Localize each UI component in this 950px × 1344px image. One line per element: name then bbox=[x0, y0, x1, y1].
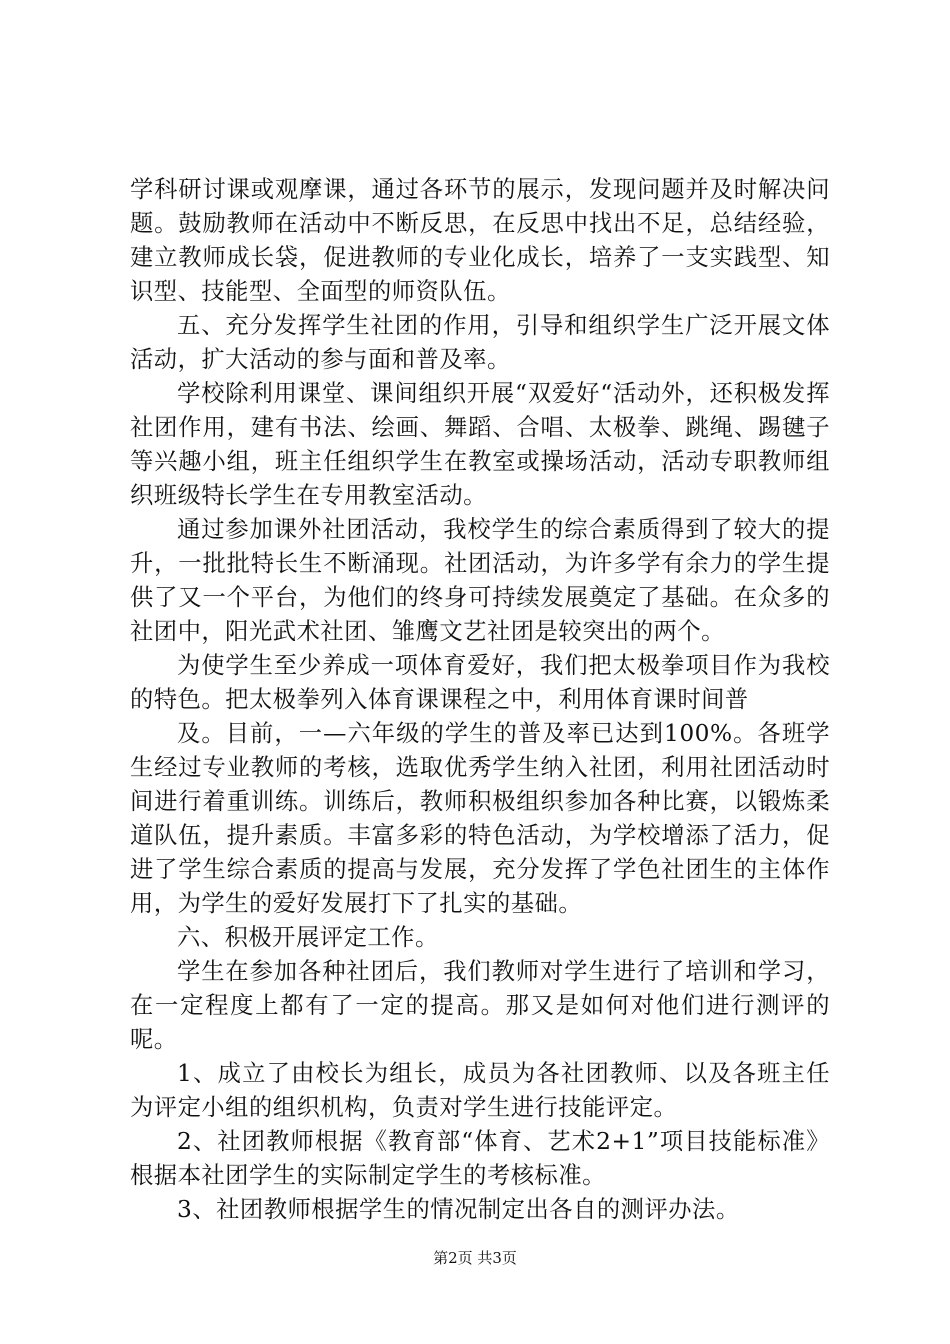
paragraph-8: 学生在参加各种社团后，我们教师对学生进行了培训和学习，在一定程度上都有了一定的提高。那又是如何对他们进行测评的呢。 bbox=[130, 958, 830, 1053]
paragraph-4: 通过参加课外社团活动，我校学生的综合素质得到了较大的提升，一批批特长生不断涌现。社团活动，为许多学有余力的学生提供了又一个平台，为他们的终身可持续发展奠定了基础。在众多的社团中，阳光武术社团、雏鹰文艺社团是较突出的两个。 bbox=[130, 516, 830, 645]
paragraph-7-heading-six: 六、积极开展评定工作。 bbox=[177, 924, 439, 951]
page-number-label: 第2页 共3页 bbox=[433, 1249, 517, 1267]
paragraph-1: 学科研讨课或观摩课，通过各环节的展示，发现问题并及时解决问题。鼓励教师在活动中不断反思，在反思中找出不足，总结经验，建立教师成长袋，促进教师的专业化成长，培养了一支实践型、知识型、技能型、全面型的师资队伍。 bbox=[130, 176, 830, 305]
document-body bbox=[130, 173, 830, 1227]
paragraph-2-heading-five: 五、充分发挥学生社团的作用，引导和组织学生广泛开展文体活动，扩大活动的参与面和普及率。 bbox=[130, 312, 830, 373]
paragraph-6: 及。目前，一—六年级的学生的普及率已达到100%。各班学生经过专业教师的考核，选取优秀学生纳入社团，利用社团活动时间进行着重训练。训练后，教师积极组织参加各种比赛，以锻炼柔道队伍，提升素质。丰富多彩的特色活动，为学校增添了活力，促进了学生综合素质的提高与发展，充分发挥了学色社团生的主体作用，为学生的爱好发展打下了扎实的基础。 bbox=[130, 720, 830, 917]
page-footer bbox=[0, 1248, 950, 1268]
paragraph-11-item-3: 3、社团教师根据学生的情况制定出各自的测评办法。 bbox=[177, 1196, 740, 1223]
paragraph-9-item-1: 1、成立了由校长为组长，成员为各社团教师、以及各班主任为评定小组的组织机构，负责对学生进行技能评定。 bbox=[130, 1060, 830, 1121]
paragraph-3: 学校除利用课堂、课间组织开展“双爱好“活动外，还积极发挥社团作用，建有书法、绘画、舞蹈、合唱、太极拳、跳绳、踢毽子等兴趣小组，班主任组织学生在教室或操场活动，活动专职教师组织班级特长学生在专用教室活动。 bbox=[130, 380, 830, 509]
paragraph-10-item-2: 2、社团教师根据《教育部“体育、艺术2+1”项目技能标准》根据本社团学生的实际制定学生的考核标准。 bbox=[130, 1128, 830, 1189]
paragraph-5: 为使学生至少养成一项体育爱好，我们把太极拳项目作为我校的特色。把太极拳列入体育课课程之中，利用体育课时间普 bbox=[130, 652, 830, 713]
